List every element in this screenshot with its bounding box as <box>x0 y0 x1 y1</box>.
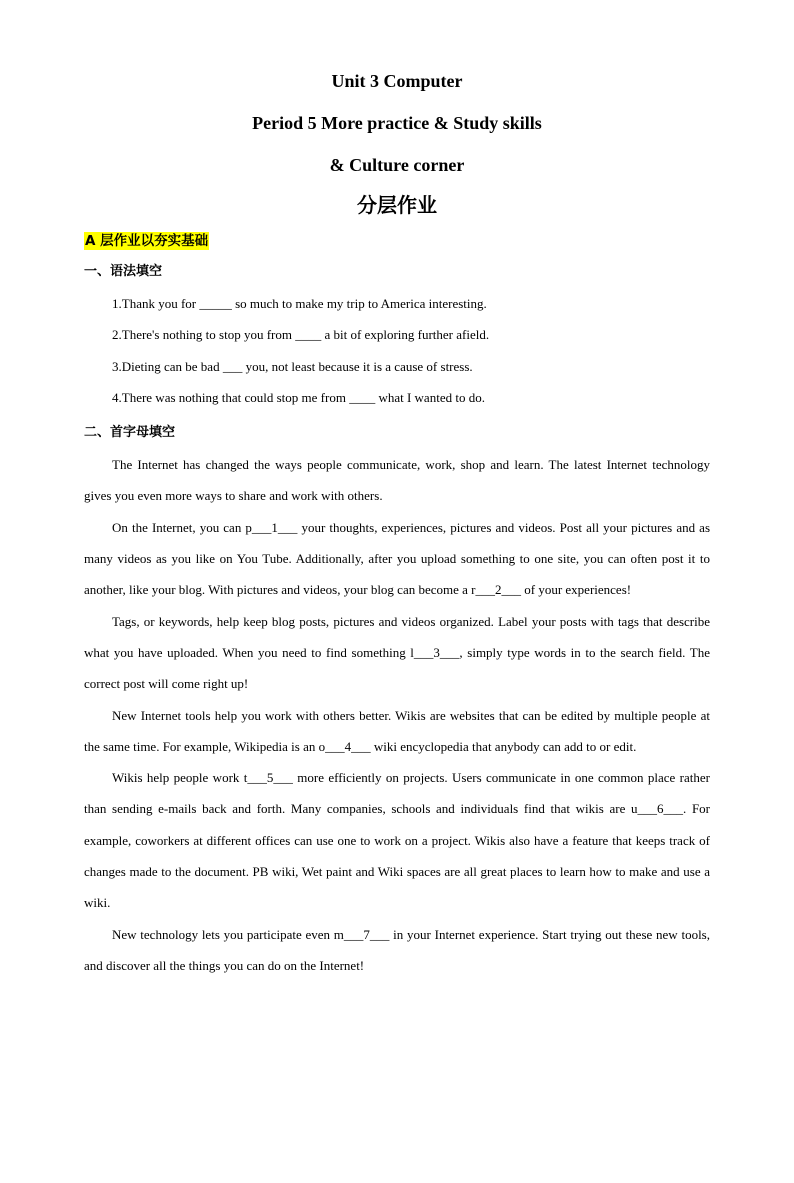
passage-paragraph-6: New technology lets you participate even m___7___ in your Internet experience. Start trying out these new tools, and discover all the things you can do on the Internet! <box>84 926 710 973</box>
grammar-question-2: 2.There's nothing to stop you from ____ a bit of exploring further afield. <box>112 327 490 343</box>
passage-paragraph-5: Wikis help people work t___5___ more efficiently on projects. Users communicate in one common place rather than sending e-mails back and forth. Many companies, schools and individuals find that wikis are u___6___. For example, coworkers at different offices can use one to work on a project. Wikis also have a feature that keeps track of changes made to the document. PB wiki, Wet paint and Wiki spaces are all great places to learn how to make and use a wiki. <box>84 770 710 911</box>
layered-homework-heading: 分层作业 <box>357 193 437 217</box>
passage-paragraph-3: Tags, or keywords, help keep blog posts, pictures and videos organized. Label your posts with tags that describe what you have uploaded. When you need to find something l___3___, simply type words in to the search field. The correct post will come right up! <box>84 613 710 692</box>
highlighted-section-label: A 层作业以夯实基础 <box>85 233 209 249</box>
passage-paragraph-2: On the Internet, you can p___1___ your thoughts, experiences, pictures and videos. Post all your pictures and as many videos as you like on You Tube. Additionally, after you upload something to one site, you can often post it to another, like your blog. With pictures and videos, your blog can become a r___2___ of your experiences! <box>84 519 710 598</box>
grammar-question-3: 3.Dieting can be bad ___ you, not least because it is a cause of stress. <box>112 358 473 374</box>
part2-heading: 二、首字母填空 <box>84 425 176 441</box>
document-page <box>0 60 794 1183</box>
passage-paragraph-4: New Internet tools help you work with others better. Wikis are websites that can be edited by multiple people at the same time. For example, Wikipedia is an o___4___ wiki encyclopedia that anybody can add to or edit. <box>84 707 710 754</box>
grammar-question-4: 4.There was nothing that could stop me from ____ what I wanted to do. <box>112 389 485 405</box>
part1-heading: 一、语法填空 <box>84 264 163 279</box>
section-a-label <box>84 230 710 252</box>
passage-paragraph-1: The Internet has changed the ways people communicate, work, shop and learn. The latest Internet technology gives you even more ways to share and work with others. <box>84 457 710 504</box>
unit-title: Unit 3 Computer <box>331 71 463 91</box>
grammar-question-1: 1.Thank you for _____ so much to make my trip to America interesting. <box>112 296 487 311</box>
period-title: Period 5 More practice & Study skills <box>252 113 542 133</box>
period-title-continued: & Culture corner <box>329 155 465 175</box>
